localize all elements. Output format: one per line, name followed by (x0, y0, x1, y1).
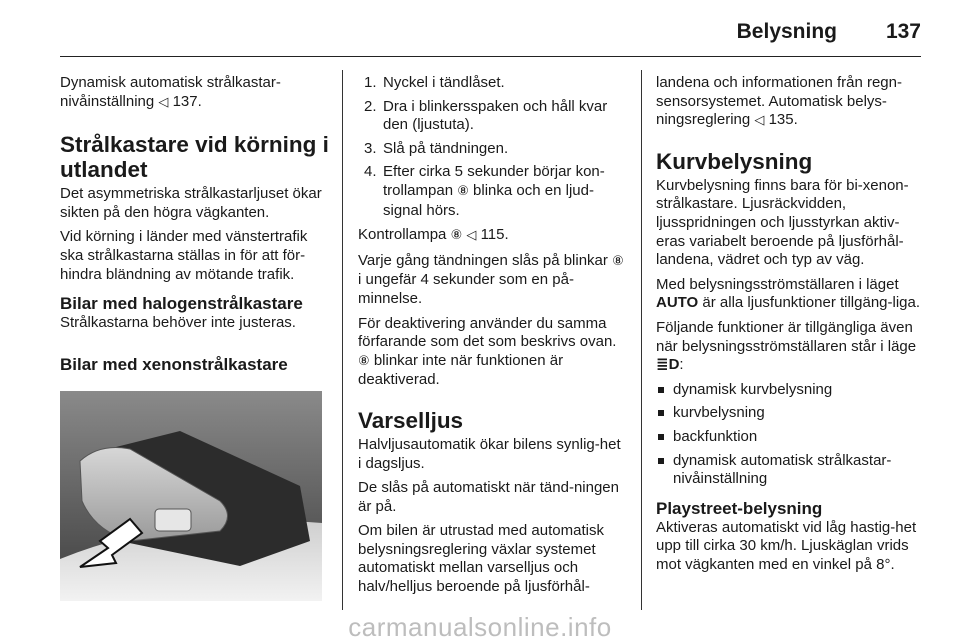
column-1 (60, 74, 330, 606)
list-item: dynamisk kurvbelysning (656, 381, 924, 400)
auto-label: AUTO (656, 294, 699, 312)
paragraph: Strålkastarna behöver inte justeras. (60, 314, 296, 332)
list-item: kurvbelysning (656, 404, 924, 423)
list-item: 1. Nyckel i tändlåset. (364, 74, 505, 91)
page-header (60, 0, 921, 57)
bullet-icon (658, 434, 664, 440)
heading-xenon: Bilar med xenonstrålkastare (60, 354, 288, 374)
control-lamp-icon: ⑧ (612, 253, 624, 269)
column-divider (641, 70, 642, 610)
list-item: backfunktion (656, 428, 924, 447)
page-ref-icon: ◁ (466, 228, 477, 244)
paragraph: Aktiveras automatiskt vid låg hastig-het upp till cirka 30 km/h. Ljuskäglan vrids mot vägkanten med en vinkel på 8°. (656, 518, 917, 573)
paragraph: För deaktivering använder du samma förfarande som det som beskrivs ovan. ⑧ blinkar inte när funktionen är deaktiverad. (358, 314, 617, 389)
feature-list (656, 381, 924, 489)
paragraph: Vid körning i länder med vänstertrafik ska strålkastarna ställas in för att för-hindra bländning av mötande trafik. (60, 228, 308, 283)
low-beam-icon: ≣D (656, 356, 680, 374)
list-item: 3. Slå på tändningen. (364, 139, 509, 157)
page-ref-link[interactable]: 115. (480, 226, 509, 244)
paragraph: Om bilen är utrustad med automatisk belysningsreglering växlar systemet automatiskt mellan varselljus och halv/helljus beroende på ljusförhål- (358, 522, 604, 596)
paragraph: Med belysningsströmställaren i läget AUTO är alla ljusfunktioner tillgäng-liga. (656, 275, 921, 312)
page-ref-icon: ◁ (754, 113, 765, 129)
control-lamp-icon: ⑧ (457, 183, 469, 199)
column-3 (656, 74, 924, 580)
bullet-icon (658, 458, 664, 464)
page-number: 137 (885, 20, 921, 43)
paragraph: Kontrollampa ⑧ ◁ 115. (358, 226, 509, 244)
heading-halogen: Bilar med halogenstrålkastare (60, 294, 303, 314)
paragraph: landena och informationen från regn-sensorsystemet. Automatisk belys-ningsreglering ◁ 135. (656, 74, 902, 129)
paragraph: Halvljusautomatik ökar bilens synlig-het i dagsljus. (358, 435, 621, 472)
turn-signal-lever-illustration (60, 391, 322, 601)
bullet-icon (658, 410, 664, 416)
section-title: Belysning (736, 20, 837, 43)
paragraph: Kurvbelysning finns bara för bi-xenon-strålkastare. Ljusräckvidden, ljusspridningen och ljusstyrkan aktiv-eras variabelt beroende på ljusförhål-landena, vädret och typ av väg. (656, 176, 909, 269)
page-ref-link[interactable]: 137. (172, 92, 202, 110)
paragraph: Varje gång tändningen slås på blinkar ⑧ i ungefär 4 sekunder som en på-minnelse. (358, 251, 624, 307)
control-lamp-icon: ⑧ (450, 228, 463, 244)
paragraph: De slås på automatiskt när tänd-ningen är på. (358, 479, 619, 515)
heading-daytime-lights: Varselljus (358, 407, 464, 433)
control-lamp-icon: ⑧ (358, 353, 370, 369)
watermark: carmanualsonline.info (348, 612, 612, 642)
intro-paragraph: Dynamisk automatisk strålkastar-nivåinställning ◁ 137. (60, 74, 281, 110)
heading-cornering-light: Kurvbelysning (656, 148, 813, 174)
bullet-icon (658, 387, 664, 393)
list-item: 2. Dra i blinkersspaken och håll kvar den (ljustuta). (364, 97, 608, 134)
list-item: 4. Efter cirka 5 sekunder börjar kon-trollampan ⑧ blinka och en ljud-signal hörs. (364, 163, 605, 219)
page-ref-icon: ◁ (158, 94, 169, 110)
column-divider (342, 70, 343, 610)
paragraph: Följande funktioner är tillgängliga även när belysningsströmställaren står i läge ≣D: (656, 318, 917, 374)
list-item: dynamisk automatisk strålkastar-nivåinställning (656, 452, 924, 489)
steps-list (358, 74, 626, 220)
heading-playstreet: Playstreet-belysning (656, 498, 823, 518)
paragraph: Det asymmetriska strålkastarljuset ökar sikten på den högra vägkanten. (60, 185, 322, 221)
page-ref-link[interactable]: 135. (768, 111, 798, 129)
column-2 (358, 74, 626, 603)
heading-headlights-abroad: Strålkastare vid körning i utlandet (60, 132, 329, 183)
